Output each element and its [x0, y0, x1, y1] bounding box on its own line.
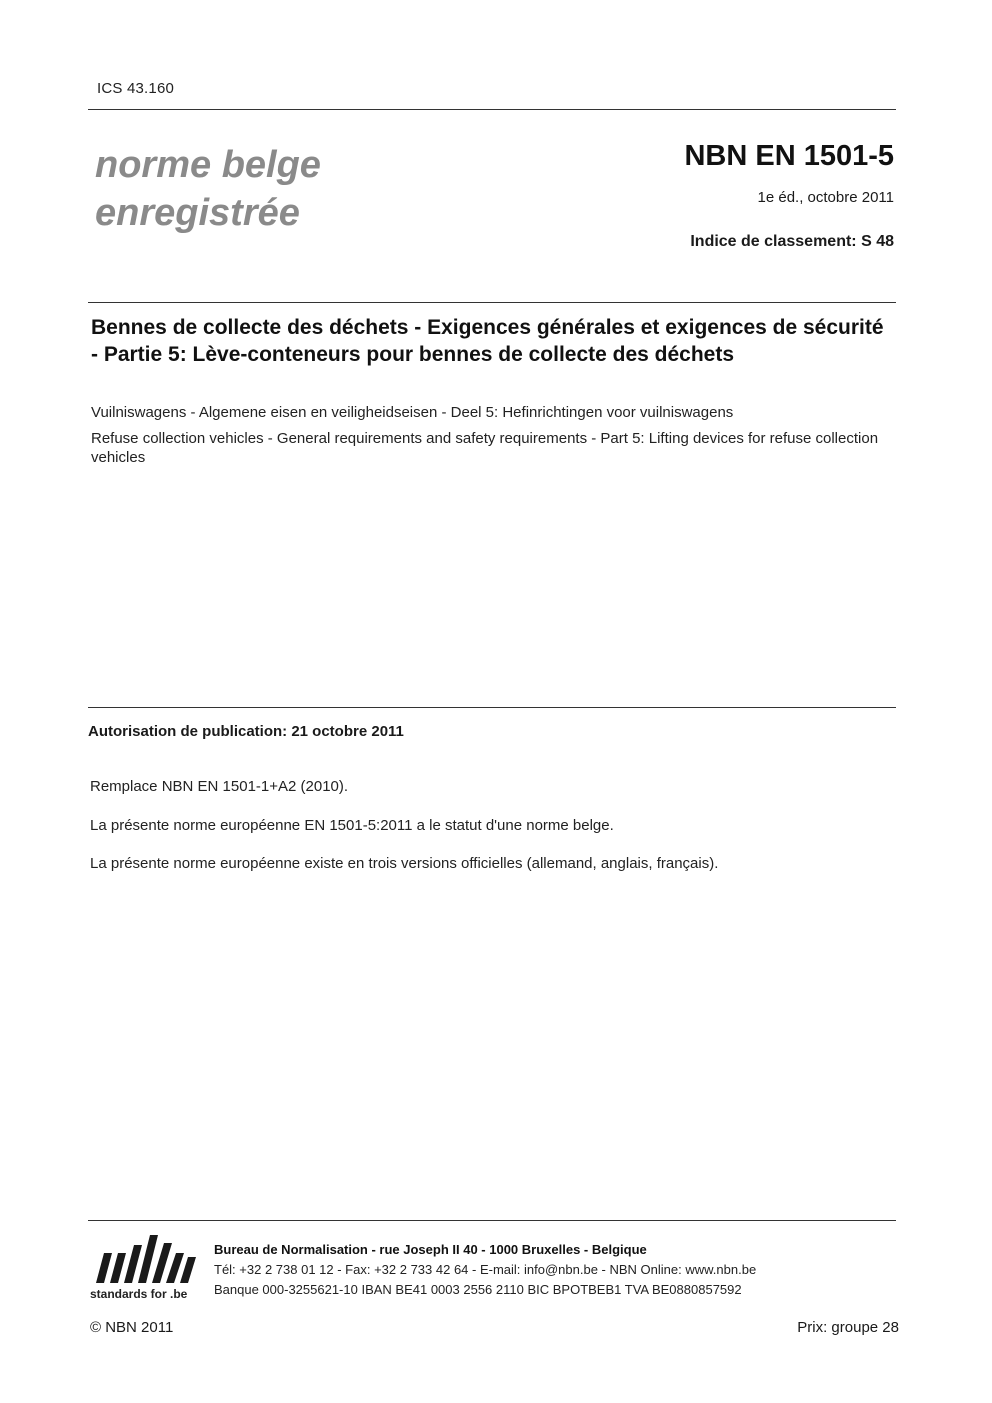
publication-divider	[88, 707, 896, 708]
header-divider	[88, 109, 896, 110]
norme-line-2: enregistrée	[95, 192, 300, 234]
footer-address: Bureau de Normalisation - rue Joseph II 40 - 1000 Bruxelles - Belgique	[214, 1242, 647, 1257]
title-dutch: Vuilniswagens - Algemene eisen en veiligheidseisen - Deel 5: Hefinrichtingen voor vuilniswagens	[91, 404, 734, 421]
footer-contact-block	[214, 1240, 756, 1300]
footer-contact: Tél: +32 2 738 01 12 - Fax: +32 2 733 42 64 - E-mail: info@nbn.be - NBN Online: www.nbn.be	[214, 1262, 757, 1277]
publication-authorisation: Autorisation de publication: 21 octobre 2011	[88, 723, 404, 740]
logo-tagline: standards for .be	[90, 1287, 188, 1301]
versions-note: La présente norme européenne existe en trois versions officielles (allemand, anglais, français).	[90, 855, 719, 872]
title-english: Refuse collection vehicles - General requirements and safety requirements - Part 5: Lifting devices for refuse collection vehicles	[91, 430, 879, 466]
price-group: Prix: groupe 28	[797, 1319, 899, 1336]
edition-date: 1e éd., octobre 2011	[757, 189, 894, 206]
nbn-logo	[90, 1227, 202, 1307]
status-note: La présente norme européenne EN 1501-5:2011 a le statut d'une norme belge.	[90, 817, 614, 834]
ics-code: ICS 43.160	[97, 80, 175, 97]
footer-bank: Banque 000-3255621-10 IBAN BE41 0003 2556 2110 BIC BPOTBEB1 TVA BE0880857592	[214, 1282, 742, 1297]
classification-index: Indice de classement: S 48	[690, 233, 894, 250]
copyright: © NBN 2011	[90, 1319, 174, 1336]
standard-number: NBN EN 1501-5	[684, 140, 894, 172]
replaces-note: Remplace NBN EN 1501-1+A2 (2010).	[90, 778, 349, 795]
norme-line-1: norme belge	[95, 144, 321, 186]
nbn-logo-mark-icon	[90, 1227, 202, 1287]
norme-belge-heading	[95, 141, 321, 237]
footer-divider	[88, 1220, 896, 1221]
title-divider	[88, 302, 896, 303]
title-french: Bennes de collecte des déchets - Exigences générales et exigences de sécurité - Partie 5: Lève-conteneurs pour bennes de collecte des déchets	[91, 316, 884, 366]
